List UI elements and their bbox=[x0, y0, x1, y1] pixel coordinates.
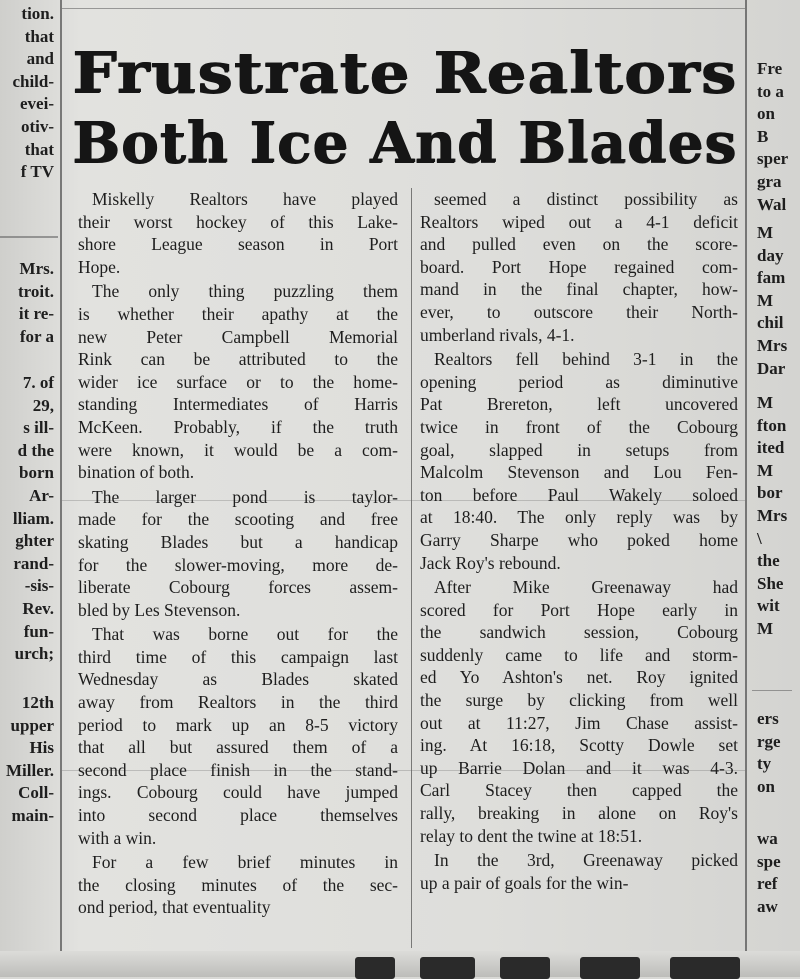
fragment-line: She bbox=[757, 573, 784, 593]
text-line: ings. Cobourg could have jumped bbox=[78, 782, 398, 803]
text-line: new Peter Campbell Memorial bbox=[78, 326, 398, 347]
text-line: relay to dent the twine at 18:51. bbox=[420, 825, 643, 846]
text-line: After Mike Greenaway had bbox=[434, 577, 738, 598]
fragment-line: Mrs bbox=[757, 505, 788, 525]
text-line: ing. At 16:18, Scotty Dowle set bbox=[420, 735, 738, 756]
text-line: opening period as diminutive bbox=[420, 371, 738, 392]
text-line: McKeen. Probably, if the truth bbox=[78, 416, 398, 437]
text-line: Jack Roy's rebound. bbox=[420, 552, 561, 573]
fragment-line: ited bbox=[757, 438, 785, 458]
text-line: away from Realtors in the third bbox=[78, 692, 398, 713]
column-rule-left bbox=[60, 0, 62, 977]
fragment-line: M bbox=[757, 393, 774, 412]
paragraph bbox=[78, 851, 398, 919]
fragment-line: B bbox=[757, 126, 769, 146]
right-fragment-block bbox=[757, 58, 788, 216]
paragraph bbox=[420, 188, 738, 346]
fragment-line: fton bbox=[757, 415, 787, 435]
text-line: Realtors fell behind 3-1 in the bbox=[434, 349, 738, 370]
text-line: into second place themselves bbox=[78, 805, 398, 826]
paragraph bbox=[420, 576, 738, 847]
fragment-line: on bbox=[757, 104, 775, 124]
fragment-line: M bbox=[757, 618, 774, 638]
fragment-line: chil bbox=[757, 313, 784, 333]
text-line: the closing minutes of the sec- bbox=[78, 874, 398, 895]
text-line: ond period, that eventuality bbox=[78, 897, 271, 918]
fragment-line: wa bbox=[757, 829, 778, 848]
fragment-line: 12th bbox=[21, 693, 54, 712]
fragment-line: Dar bbox=[757, 358, 786, 378]
text-line: Rink can be attributed to the bbox=[78, 349, 398, 370]
fragment-line: Miller. bbox=[6, 760, 54, 780]
fragment-line: spe bbox=[757, 851, 781, 871]
text-line: shore League season in Port bbox=[78, 234, 398, 255]
fragment-line: f TV bbox=[20, 162, 54, 182]
fragment-line: that bbox=[24, 139, 54, 159]
paragraph bbox=[78, 623, 398, 849]
fragment-line: 7. of bbox=[22, 373, 54, 392]
fragment-line: ref bbox=[757, 874, 778, 894]
text-line: liberate Cobourg forces assem- bbox=[78, 577, 398, 598]
text-line: ton before Paul Wakely soloed bbox=[420, 484, 738, 505]
rule-top bbox=[62, 8, 745, 9]
text-line: mand in the final chapter, how- bbox=[420, 279, 738, 300]
fragment-line: fun- bbox=[23, 621, 54, 641]
fragment-line: gra bbox=[757, 171, 782, 191]
left-fragment-block bbox=[13, 372, 54, 666]
text-line: Carl Stacey then capped the bbox=[420, 780, 738, 801]
left-fragment-block bbox=[6, 692, 54, 828]
text-line: that all but assured them of a bbox=[78, 737, 398, 758]
fragment-line: rand- bbox=[13, 553, 54, 573]
fragment-line: the bbox=[757, 551, 780, 571]
text-line: up a pair of goals for the win- bbox=[420, 872, 629, 893]
fragment-line: 29, bbox=[32, 395, 54, 415]
text-line: rally, breaking in alone on Roy's bbox=[420, 803, 738, 824]
text-line: For a few brief minutes in bbox=[92, 852, 398, 873]
right-fragment-block bbox=[757, 392, 787, 641]
fragment-line: rge bbox=[757, 731, 781, 751]
headline-line-1: Frustrate Realtors bbox=[72, 40, 737, 106]
fragment-line: s ill- bbox=[23, 418, 54, 438]
fragment-line: sper bbox=[757, 149, 789, 169]
text-line: with a win. bbox=[78, 827, 157, 848]
text-line: Garry Sharpe who poked home bbox=[420, 529, 738, 550]
text-line: is whether their apathy at the bbox=[78, 303, 398, 324]
fragment-line: M bbox=[757, 460, 774, 480]
article-column-1 bbox=[78, 188, 398, 919]
text-line: the surge by clicking from well bbox=[420, 690, 738, 711]
fragment-line: tion. bbox=[21, 4, 54, 23]
text-line: bination of both. bbox=[78, 462, 195, 483]
text-line: made for the scooting and free bbox=[78, 509, 398, 530]
text-line: second place finish in the stand- bbox=[78, 759, 398, 780]
right-fragment-block bbox=[757, 828, 781, 918]
fragment-line: His bbox=[29, 738, 54, 758]
headline-line-2: Both Ice And Blades bbox=[72, 110, 737, 176]
right-fragment-block bbox=[757, 222, 787, 380]
text-line: skating Blades but a handicap bbox=[78, 531, 398, 552]
fragment-line: fam bbox=[757, 268, 786, 288]
text-line: third time of this campaign last bbox=[78, 646, 398, 667]
text-line: Realtors wiped out a 4-1 deficit bbox=[420, 211, 738, 232]
fragment-line: on bbox=[757, 776, 775, 796]
text-line: out at 11:27, Jim Chase assist- bbox=[420, 712, 738, 733]
fragment-line: child- bbox=[12, 71, 54, 91]
text-line: ed Yo Ashton's net. Roy ignited bbox=[420, 667, 738, 688]
paragraph bbox=[78, 280, 398, 483]
paragraph bbox=[420, 849, 738, 894]
text-line: wider ice surface or to the home- bbox=[78, 371, 398, 392]
fragment-line: Mrs bbox=[757, 335, 788, 355]
next-headline-cutoff bbox=[0, 951, 800, 977]
headline bbox=[72, 38, 742, 178]
fragment-line: ty bbox=[757, 754, 772, 774]
fragment-line: upper bbox=[10, 715, 54, 735]
fragment-line: -sis- bbox=[24, 576, 54, 596]
text-line: period to mark up an 8-5 victory bbox=[78, 714, 398, 735]
text-line: That was borne out for the bbox=[92, 624, 398, 645]
fragment-line: aw bbox=[757, 896, 778, 916]
text-line: ever, to outscore their North- bbox=[420, 301, 738, 322]
right-fragment-block bbox=[757, 708, 781, 798]
rule-right-fragment bbox=[752, 690, 792, 691]
left-fragment-block bbox=[18, 258, 54, 348]
column-rule-center bbox=[411, 188, 412, 948]
fragment-line: troit. bbox=[17, 281, 54, 301]
text-line: were known, it would be a com- bbox=[78, 439, 398, 460]
text-line: In the 3rd, Greenaway picked bbox=[434, 850, 738, 871]
text-line: Pat Brereton, left uncovered bbox=[420, 394, 738, 415]
fragment-line: that bbox=[24, 26, 54, 46]
fragment-line: ers bbox=[757, 709, 779, 728]
fragment-line: and bbox=[26, 49, 54, 69]
fragment-line: Mrs. bbox=[19, 259, 54, 278]
fragment-line: M bbox=[757, 290, 774, 310]
text-line: standing Intermediates of Harris bbox=[78, 394, 398, 415]
text-line: goal, slapped in setups from bbox=[420, 439, 738, 460]
paragraph bbox=[78, 486, 398, 622]
paragraph bbox=[78, 188, 398, 278]
fragment-line: it re- bbox=[18, 304, 54, 324]
fragment-line: \ bbox=[757, 528, 762, 548]
fragment-line: d the bbox=[17, 440, 54, 460]
fragment-line: Coll- bbox=[18, 783, 54, 803]
text-line: Malcolm Stevenson and Lou Fen- bbox=[420, 462, 738, 483]
article-column-2 bbox=[420, 188, 738, 894]
text-line: The only thing puzzling them bbox=[92, 281, 398, 302]
fragment-line: to a bbox=[757, 81, 784, 101]
text-line: twice in front of the Cobourg bbox=[420, 416, 738, 437]
fragment-line: otiv- bbox=[20, 116, 54, 136]
left-fragment-block bbox=[12, 3, 54, 184]
fragment-line: main- bbox=[11, 805, 54, 825]
fragment-line: Wal bbox=[757, 194, 787, 214]
text-line: up Barrie Dolan and it was 4-3. bbox=[420, 757, 738, 778]
text-line: Miskelly Realtors have played bbox=[92, 189, 398, 209]
text-line: for the slower-moving, more de- bbox=[78, 554, 398, 575]
fragment-line: lliam. bbox=[12, 508, 54, 528]
text-line: The larger pond is taylor- bbox=[92, 486, 398, 507]
fragment-line: born bbox=[19, 463, 54, 483]
text-line: bled by Les Stevenson. bbox=[78, 599, 241, 620]
fragment-line: bor bbox=[757, 483, 783, 503]
fragment-line: for a bbox=[19, 326, 54, 346]
text-line: scored for Port Hope early in bbox=[420, 599, 738, 620]
fragment-line: wit bbox=[757, 596, 780, 616]
fragment-line: day bbox=[757, 245, 784, 265]
fragment-line: Ar- bbox=[29, 485, 54, 505]
text-line: and pulled even on the score- bbox=[420, 234, 738, 255]
text-line: seemed a distinct possibility as bbox=[434, 189, 738, 209]
text-line: suddenly came to life and storm- bbox=[420, 644, 738, 665]
fragment-line: urch; bbox=[14, 644, 54, 664]
column-rule-right bbox=[745, 0, 747, 977]
text-line: the sandwich session, Cobourg bbox=[420, 622, 738, 643]
fragment-line: evei- bbox=[20, 94, 54, 114]
fragment-line: Rev. bbox=[22, 598, 54, 618]
fragment-line: Fre bbox=[757, 59, 783, 78]
fragment-line: M bbox=[757, 223, 774, 242]
rule-left-fragment bbox=[0, 236, 58, 238]
fragment-line: ghter bbox=[15, 531, 54, 551]
text-line: Wednesday as Blades skated bbox=[78, 669, 398, 690]
text-line: their worst hockey of this Lake- bbox=[78, 211, 398, 232]
text-line: Hope. bbox=[78, 256, 121, 277]
paragraph bbox=[420, 348, 738, 574]
text-line: umberland rivals, 4-1. bbox=[420, 324, 575, 345]
text-line: board. Port Hope regained com- bbox=[420, 256, 738, 277]
text-line: at 18:40. The only reply was by bbox=[420, 507, 738, 528]
